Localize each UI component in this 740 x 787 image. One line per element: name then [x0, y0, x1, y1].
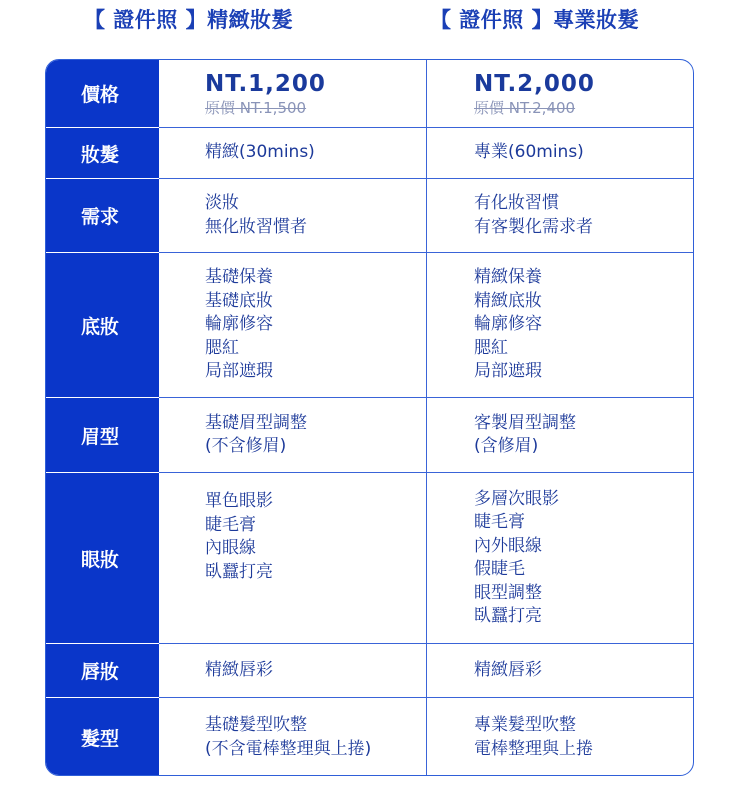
cell-line: (含修眉): [474, 436, 539, 456]
row-label: 底妝: [46, 253, 159, 398]
row-label: 眉型: [46, 398, 159, 473]
cell-line: 臥蠶打亮: [205, 561, 273, 582]
cell-line: (不含修眉): [205, 436, 287, 456]
original-price-pro: 原價 NT.2,400: [474, 98, 576, 117]
cell-line: 有客製化需求者: [474, 216, 593, 237]
cell-line: 局部遮瑕: [474, 361, 542, 382]
cell-line: 單色眼影: [205, 491, 273, 511]
row-label: 髮型: [46, 698, 159, 776]
row-label: 需求: [46, 179, 159, 253]
row-lip-makeup: [46, 644, 693, 698]
cell-line: 精緻底妝: [474, 290, 542, 311]
cell-line: 精緻(30mins): [205, 142, 315, 163]
row-label: 唇妝: [46, 644, 159, 698]
cell-pro: [427, 473, 693, 644]
cell-line: 輪廓修容: [474, 314, 542, 335]
row-needs: [46, 179, 693, 253]
cell-basic: [159, 644, 427, 698]
cell-line: 淡妝: [205, 193, 239, 213]
cell-line: 眼型調整: [474, 582, 542, 603]
cell-line: 內眼線: [205, 538, 256, 558]
price-cell-basic: [159, 60, 427, 128]
price-basic: NT.1,200: [205, 70, 326, 97]
cell-line: 精緻唇彩: [474, 659, 542, 680]
cell-line: 腮紅: [474, 337, 508, 358]
cell-pro: [427, 179, 693, 253]
row-price: [46, 60, 693, 128]
cell-basic: [159, 179, 427, 253]
cell-pro: [427, 398, 693, 473]
plan-title-pro: 【 證件照 】專業妝髮: [430, 8, 640, 32]
original-price-basic: 原價 NT.1,500: [205, 98, 307, 117]
cell-line: 專業(60mins): [474, 142, 584, 163]
cell-line: 基礎眉型調整: [205, 412, 307, 433]
cell-line: 精緻保養: [474, 267, 542, 288]
cell-line: 局部遮瑕: [205, 361, 273, 382]
cell-line: 輪廓修容: [205, 314, 273, 335]
cell-line: 基礎保養: [205, 267, 273, 288]
cell-line: 睫毛膏: [474, 512, 525, 532]
row-eye-makeup: [46, 473, 693, 644]
cell-line: 內外眼線: [474, 535, 542, 556]
row-eyebrow: [46, 398, 693, 473]
cell-basic: [159, 698, 427, 776]
cell-line: 精緻唇彩: [205, 659, 273, 680]
cell-pro: [427, 253, 693, 398]
cell-line: 多層次眼影: [474, 488, 559, 509]
row-label-price: 價格: [46, 60, 159, 128]
cell-basic: [159, 128, 427, 179]
row-makeup-hair: [46, 128, 693, 179]
cell-line: 基礎髮型吹整: [205, 715, 307, 735]
cell-line: (不含電棒整理與上捲): [205, 738, 372, 759]
cell-pro: [427, 644, 693, 698]
cell-pro: [427, 698, 693, 776]
cell-line: 有化妝習慣: [474, 193, 559, 213]
cell-line: 基礎底妝: [205, 290, 273, 311]
row-label: 妝髮: [46, 128, 159, 179]
comparison-table: [45, 59, 694, 776]
cell-basic: [159, 398, 427, 473]
cell-line: 無化妝習慣者: [205, 216, 307, 237]
cell-line: 電棒整理與上捲: [474, 738, 593, 759]
row-base-makeup: [46, 253, 693, 398]
cell-line: 睫毛膏: [205, 514, 256, 535]
cell-pro: [427, 128, 693, 179]
cell-line: 臥蠶打亮: [474, 606, 542, 626]
cell-line: 客製眉型調整: [474, 412, 576, 433]
cell-line: 腮紅: [205, 337, 239, 358]
cell-basic: [159, 473, 427, 644]
price-pro: NT.2,000: [474, 70, 595, 97]
cell-line: 假睫毛: [474, 559, 525, 579]
plan-title-basic: 【 證件照 】精緻妝髮: [84, 8, 294, 32]
plan-headers: [0, 0, 740, 40]
price-cell-pro: [427, 60, 693, 128]
cell-basic: [159, 253, 427, 398]
row-hairstyle: [46, 698, 693, 776]
cell-line: 專業髮型吹整: [474, 715, 576, 735]
row-label: 眼妝: [46, 473, 159, 644]
